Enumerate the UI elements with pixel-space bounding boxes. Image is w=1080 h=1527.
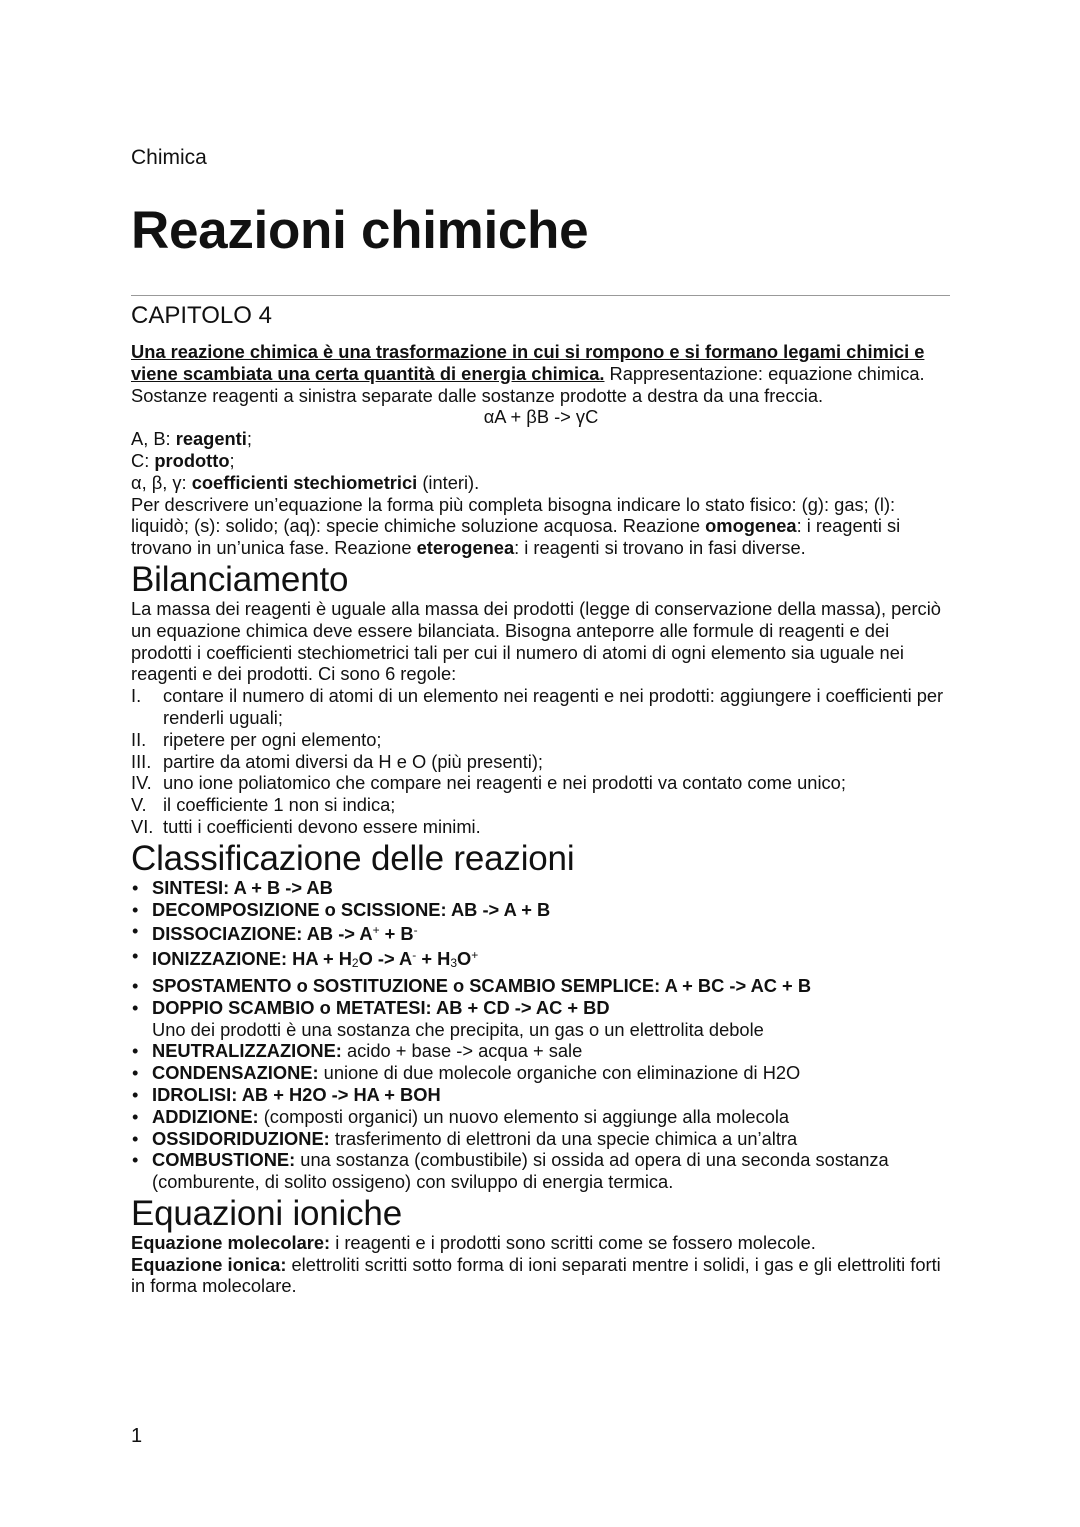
reaction-type-item [131,1084,951,1106]
intro-paragraph [131,341,951,406]
text-segment: NEUTRALIZZAZIONE: [152,1040,342,1062]
text-segment: DOPPIO SCAMBIO o METATESI: AB + CD -> AC + BD [152,996,610,1018]
page-number: 1 [131,1425,143,1447]
text-segment: α, β, γ: [131,471,192,493]
text-segment: + [372,923,380,938]
text-segment: prodotto [154,449,230,471]
definition-line [131,450,951,472]
text-segment: Una reazione chimica è una trasformazione in cui si rompono e si formano legami chimici e viene scambiata una certa quantità di energia chimica. [131,341,925,384]
text-segment: + B [379,923,414,945]
rule-number: VI. [131,815,154,837]
text-segment: - [413,923,418,938]
definition-line [131,472,951,494]
text-segment: omogenea [705,515,797,537]
text-segment: (composti organici) un nuovo elemento si aggiunge alla molecola [258,1105,790,1127]
content [131,341,951,1297]
text-segment: trasferimento di elettroni da una specie chimica a un’altra [329,1127,798,1149]
rule-item [131,772,951,794]
text-segment: DISSOCIAZIONE: AB -> A [152,923,373,945]
reaction-type-item [131,920,951,945]
reaction-type-item [131,997,951,1041]
rule-text: tutti i coefficienti devono essere minimi. [163,815,481,837]
text-segment: i reagenti e i prodotti sono scritti come se fossero molecole. [330,1231,816,1253]
reaction-type-item [131,1106,951,1128]
page-title: Reazioni chimiche [131,201,589,260]
rule-text: ripetere per ogni elemento; [163,728,382,750]
text-segment: A, B: [131,428,176,450]
rule-text: contare il numero di atomi di un elemento nei reagenti e nei prodotti: aggiungere i coefficienti per renderli uguali; [163,685,944,728]
reaction-type-item [131,975,951,997]
equation: αA + βB -> γC [483,406,599,428]
text-segment: Rappresentazione: equazione chimica. Sostanze reagenti a sinistra separate dalle sostanze prodotte a destra da una freccia. [131,362,925,406]
text-segment: una sostanza (combustibile) si ossida ad opera di una seconda sostanza (comburente, di solito ossigeno) con sviluppo di energia termica. [152,1149,889,1193]
reaction-type-item [131,1128,951,1150]
reaction-type-item [131,1149,951,1193]
text-segment: ADDIZIONE: [152,1105,259,1127]
rule-text: partire da atomi diversi da H e O (più presenti); [163,750,544,772]
rule-text: uno ione poliatomico che compare nei reagenti e nei prodotti va contato come unico; [163,772,846,794]
rule-number: II. [131,728,147,750]
subject-label: Chimica [131,146,207,169]
rule-item [131,751,951,773]
text-segment: Equazione ionica: [131,1253,287,1275]
text-segment: O -> A [358,948,413,970]
text-segment: SINTESI: A + B -> AB [152,876,333,898]
text-segment: ; [246,428,252,450]
text-segment: Equazione molecolare: [131,1231,331,1253]
text-segment: reagenti [175,428,247,450]
reaction-type-item [131,1040,951,1062]
text-segment: C: [131,449,155,471]
text-segment: La massa dei reagenti è uguale alla massa dei prodotti (legge di conservazione della massa), perciò un equazione chimica deve essere bilanciata. Bisogna anteporre alle formule di reagenti e dei prodotti i coefficienti stechiometrici tali per cui il numero di atomi di ogni elemento sia uguale nei reagenti e dei prodotti. Ci sono 6 regole: [131,597,941,685]
reaction-type-item [131,945,951,975]
rule-number: IV. [131,772,152,794]
rule-item [131,729,951,751]
text-segment: IDROLISI: AB + H2O -> HA + BOH [152,1083,441,1105]
text-segment: + H [416,948,451,970]
rule-item [131,794,951,816]
text-segment: ; [229,449,235,471]
text-segment: + [471,948,479,963]
rule-item [131,685,951,729]
section-heading-ioniche: Equazioni ioniche [131,1193,402,1233]
divider [131,295,950,296]
rule-number: III. [131,750,152,772]
text-segment: unione di due molecole organiche con eliminazione di H2O [318,1062,801,1084]
rule-number: I. [131,685,142,707]
text-segment: : i reagenti si trovano in un’unica fase. Reazione [131,515,901,559]
text-segment: 2 [351,956,359,971]
chapter-label: CAPITOLO 4 [131,302,272,329]
state-paragraph [131,494,951,559]
text-segment: : i reagenti si trovano in fasi diverse. [514,537,806,559]
text-segment: elettroliti scritti sotto forma di ioni separati mentre i solidi, i gas e gli elettroliti forti in forma molecolare. [131,1253,941,1297]
text-segment: IONIZZAZIONE: HA + H [152,948,352,970]
text-segment: eterogenea [416,537,515,559]
rule-text: il coefficiente 1 non si indica; [163,794,396,816]
text-segment: COMBUSTIONE: [152,1149,296,1171]
text-segment: acido + base -> acqua + sale [341,1040,583,1062]
text-segment: Uno dei prodotti è una sostanza che precipita, un gas o un elettrolita debole [152,1018,764,1040]
text-segment: CONDENSAZIONE: [152,1062,319,1084]
text-segment: - [412,948,417,963]
bilanciamento-paragraph [131,598,951,685]
classification-list [131,877,951,1193]
section-heading-bilanciamento: Bilanciamento [131,559,349,599]
reaction-type-item [131,899,951,921]
text-segment: Per descrivere un’equazione la forma più completa bisogna indicare lo stato fisico: (g): gas; (l): liquidò; (s): solido; (aq): specie chimiche soluzione acquosa. Reazione [131,493,896,537]
text-segment: 3 [450,956,457,971]
rules-list [131,685,951,838]
text-segment: OSSIDORIDUZIONE: [152,1127,330,1149]
ioniche-paragraph [131,1254,951,1298]
section-heading-classificazione: Classificazione delle reazioni [131,838,575,878]
text-segment: SPOSTAMENTO o SOSTITUZIONE o SCAMBIO SEMPLICE: A + BC -> AC + B [152,974,812,996]
rule-item [131,816,951,838]
text-segment: DECOMPOSIZIONE o SCISSIONE: AB -> A + B [152,898,551,920]
definition-line [131,428,951,450]
reaction-type-item [131,877,951,899]
reaction-type-item [131,1062,951,1084]
rule-number: V. [131,794,147,816]
text-segment: (interi). [417,471,480,493]
ioniche-paragraph [131,1232,951,1254]
text-segment: coefficienti stechiometrici [191,471,418,493]
text-segment: O [457,948,472,970]
